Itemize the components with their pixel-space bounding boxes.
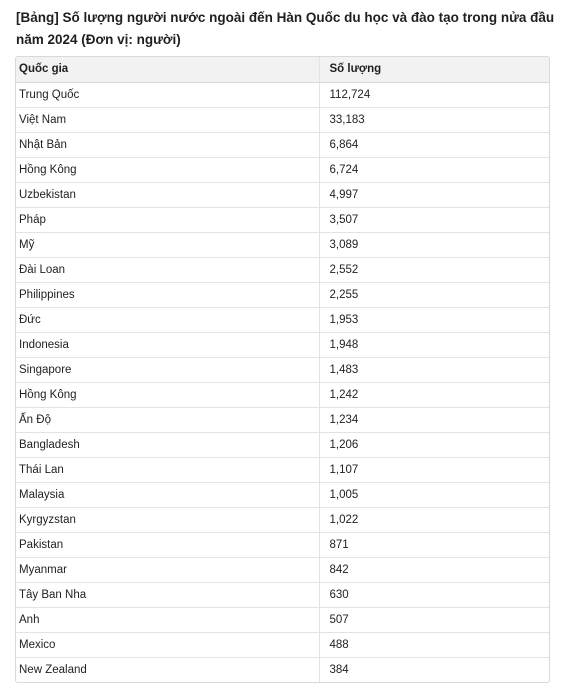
table-row	[16, 482, 550, 507]
table-row	[16, 282, 550, 307]
cell-country: Bangladesh	[16, 432, 319, 457]
column-header-country: Quốc gia	[16, 57, 319, 82]
cell-country: Indonesia	[16, 332, 319, 357]
cell-country: Trung Quốc	[16, 82, 319, 107]
cell-count: 842	[319, 557, 550, 582]
cell-country: Malaysia	[16, 482, 319, 507]
cell-country: Pakistan	[16, 532, 319, 557]
cell-count: 33,183	[319, 107, 550, 132]
cell-country: Mexico	[16, 632, 319, 657]
table-row	[16, 382, 550, 407]
cell-count: 871	[319, 532, 550, 557]
column-header-count: Số lượng	[319, 57, 550, 82]
table-body	[16, 82, 550, 682]
cell-country: Tây Ban Nha	[16, 582, 319, 607]
cell-count: 4,997	[319, 182, 550, 207]
table-row	[16, 632, 550, 657]
table-row	[16, 207, 550, 232]
cell-count: 6,724	[319, 157, 550, 182]
cell-country: Nhật Bản	[16, 132, 319, 157]
cell-count: 3,507	[319, 207, 550, 232]
table-row	[16, 407, 550, 432]
cell-count: 384	[319, 657, 550, 682]
table-row	[16, 457, 550, 482]
table-row	[16, 432, 550, 457]
cell-country: Singapore	[16, 357, 319, 382]
cell-country: Pháp	[16, 207, 319, 232]
table-row	[16, 582, 550, 607]
cell-country: New Zealand	[19, 663, 87, 676]
cell-count: 1,022	[319, 507, 550, 532]
cell-country: Đức	[16, 307, 319, 332]
table-row	[16, 182, 550, 207]
table-row	[16, 257, 550, 282]
cell-country: Hồng Kông	[16, 382, 319, 407]
cell-count: 2,552	[319, 257, 550, 282]
table-row	[16, 107, 550, 132]
cell-country: Myanmar	[16, 557, 319, 582]
table-row	[16, 357, 550, 382]
cell-country: Việt Nam	[16, 107, 319, 132]
cell-count: 1,953	[319, 307, 550, 332]
table-row	[16, 307, 550, 332]
cell-count: 3,089	[319, 232, 550, 257]
cell-count: 1,948	[319, 332, 550, 357]
cell-count: 2,255	[319, 282, 550, 307]
cell-country: Kyrgyzstan	[16, 507, 319, 532]
data-table-container	[15, 56, 550, 683]
cell-count: 488	[319, 632, 550, 657]
cell-count: 6,864	[319, 132, 550, 157]
data-table	[16, 57, 550, 682]
table-row	[16, 332, 550, 357]
cell-count: 1,005	[319, 482, 550, 507]
cell-count: 112,724	[319, 82, 550, 107]
cell-country: Đài Loan	[16, 257, 319, 282]
table-header-row	[16, 57, 550, 82]
cell-country: Ấn Độ	[16, 407, 319, 432]
cell-count: 1,107	[319, 457, 550, 482]
cell-country: Philippines	[16, 282, 319, 307]
cell-count: 1,242	[319, 382, 550, 407]
table-row	[16, 507, 550, 532]
table-row	[16, 232, 550, 257]
cell-count: 507	[319, 607, 550, 632]
table-row	[16, 557, 550, 582]
cell-country: Hồng Kông	[16, 157, 319, 182]
table-row	[16, 532, 550, 557]
cell-count: 630	[319, 582, 550, 607]
cell-country: Mỹ	[16, 232, 319, 257]
cell-country: Uzbekistan	[16, 182, 319, 207]
cell-country: Anh	[16, 607, 319, 632]
cell-count: 1,483	[319, 357, 550, 382]
table-caption: [Bảng] Số lượng người nước ngoài đến Hàn Quốc du học và đào tạo trong nửa đầu năm 2024 (Đơn vị: người)	[16, 10, 555, 47]
table-row	[16, 132, 550, 157]
cell-count: 1,234	[319, 407, 550, 432]
cell-count: 1,206	[319, 432, 550, 457]
table-row	[16, 157, 550, 182]
table-row	[16, 607, 550, 632]
cell-country: Thái Lan	[16, 457, 319, 482]
table-row	[16, 82, 550, 107]
table-row	[16, 657, 550, 682]
